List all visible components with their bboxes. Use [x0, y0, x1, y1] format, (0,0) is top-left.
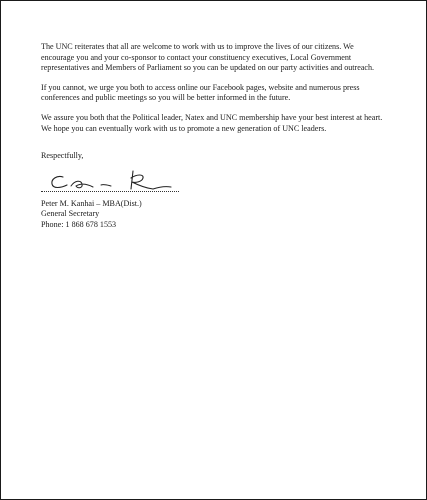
signatory-block — [41, 199, 386, 231]
paragraph-assurance: We assure you both that the Political leader, Natex and UNC membership have your best interest at heart. We hope you can eventually work with us to promote a new generation of UNC leaders. — [41, 112, 383, 133]
signature-line — [41, 191, 179, 192]
signatory-title: General Secretary — [41, 209, 100, 219]
signature — [41, 165, 191, 197]
letter-body — [41, 42, 386, 231]
paragraph-welcome: The UNC reiterates that all are welcome to work with us to improve the lives of our citizens. We encourage you and your co-sponsor to contact your constituency executives, Local Government representatives and Members of Parliament so you can be updated on our party activities and outreach. — [41, 42, 375, 73]
signatory-phone: Phone: 1 868 678 1553 — [41, 219, 117, 229]
paragraph-online-access: If you cannot, we urge you both to access online our Facebook pages, website and numerous press conferences and public meetings so you will be better informed in the future. — [41, 82, 360, 103]
closing-salutation: Respectfully, — [41, 151, 84, 161]
signatory-name: Peter M. Kanhai – MBA(Dist.) — [41, 198, 142, 208]
